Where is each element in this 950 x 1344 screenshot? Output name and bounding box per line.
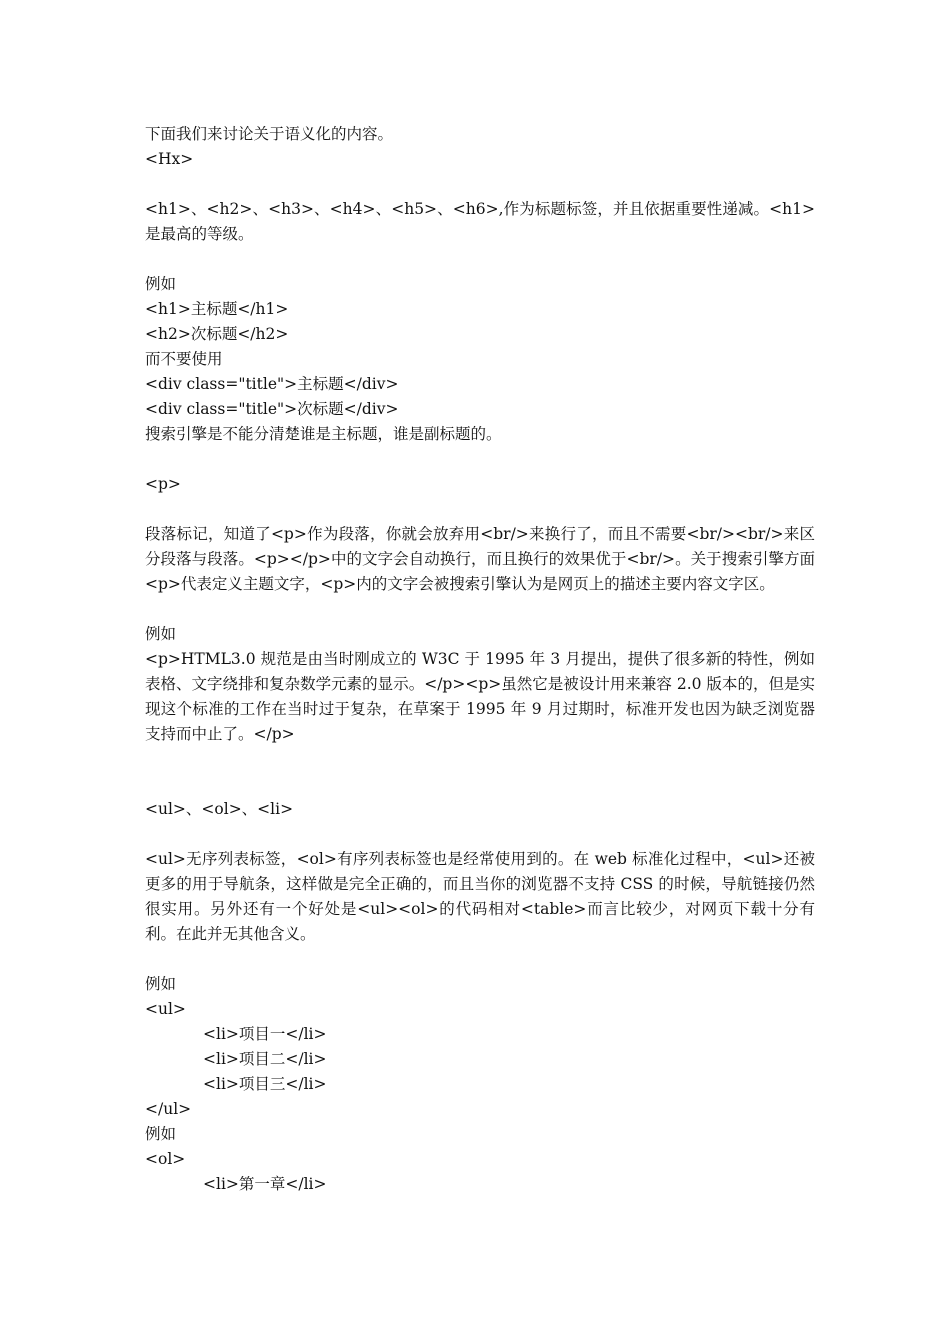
hx-heading: <Hx> (145, 150, 194, 168)
ol-open-tag: <ol> (145, 1150, 186, 1168)
list-heading: <ul>、<ol>、<li> (145, 800, 294, 818)
spacer (145, 172, 815, 197)
p-heading: <p> (145, 475, 181, 493)
p-example: <p>HTML3.0 规范是由当时刚成立的 W3C 于 1995 年 3 月提出，提供了很多新的特性，例如表格、文字绕排和复杂数学元素的显示。</p><p>虽然它是被设计用来兼容 2.0 版本的，但是实现这个标准的工作在当时过于复杂，在草案于 1995 年 9 月过期时，标准开发也因为缺乏浏览器支持而中止了。</p> (145, 650, 815, 743)
ul-item: <li>项目一</li> (203, 1025, 327, 1043)
ul-item: <li>项目二</li> (203, 1050, 327, 1068)
ol-item: <li>第一章</li> (203, 1175, 327, 1193)
spacer (145, 947, 815, 972)
spacer (145, 772, 815, 797)
hx-code-line: <h2>次标题</h2> (145, 325, 289, 343)
ul-close-tag: </ul> (145, 1100, 192, 1118)
p-example-label: 例如 (145, 625, 177, 643)
spacer (145, 447, 815, 472)
list-example1-label: 例如 (145, 975, 177, 993)
hx-code-line: 而不要使用 (145, 350, 223, 368)
list-example2-label: 例如 (145, 1125, 177, 1143)
document-page (145, 122, 815, 1197)
intro-text: 下面我们来讨论关于语义化的内容。 (145, 125, 394, 143)
hx-code-line: 搜索引擎是不能分清楚谁是主标题，谁是副标题的。 (145, 425, 502, 443)
hx-code-line: <div class="title">主标题</div> (145, 375, 399, 393)
spacer (145, 247, 815, 272)
hx-code-line: <h1>主标题</h1> (145, 300, 289, 318)
spacer (145, 597, 815, 622)
spacer (145, 822, 815, 847)
ul-item: <li>项目三</li> (203, 1075, 327, 1093)
hx-description: <h1>、<h2>、<h3>、<h4>、<h5>、<h6>,作为标题标签，并且依据重要性递减。<h1>是最高的等级。 (145, 200, 815, 243)
list-description: <ul>无序列表标签，<ol>有序列表标签也是经常使用到的。在 web 标准化过程中，<ul>还被更多的用于导航条，这样做是完全正确的，而且当你的浏览器不支持 CSS 的时候，导航链接仍然很实用。另外还有一个好处是<ul><ol>的代码相对<table>而言比较少，对网页下载十分有利。在此并无其他含义。 (145, 850, 815, 943)
spacer (145, 497, 815, 522)
ul-open-tag: <ul> (145, 1000, 186, 1018)
spacer (145, 747, 815, 772)
p-description: 段落标记，知道了<p>作为段落，你就会放弃用<br/>来换行了，而且不需要<br/><br/>来区分段落与段落。<p></p>中的文字会自动换行，而且换行的效果优于<br/>。关于搜索引擎方面<p>代表定义主题文字，<p>内的文字会被搜索引擎认为是网页上的描述主要内容文字区。 (145, 525, 815, 593)
hx-example-label: 例如 (145, 275, 177, 293)
hx-code-line: <div class="title">次标题</div> (145, 400, 399, 418)
